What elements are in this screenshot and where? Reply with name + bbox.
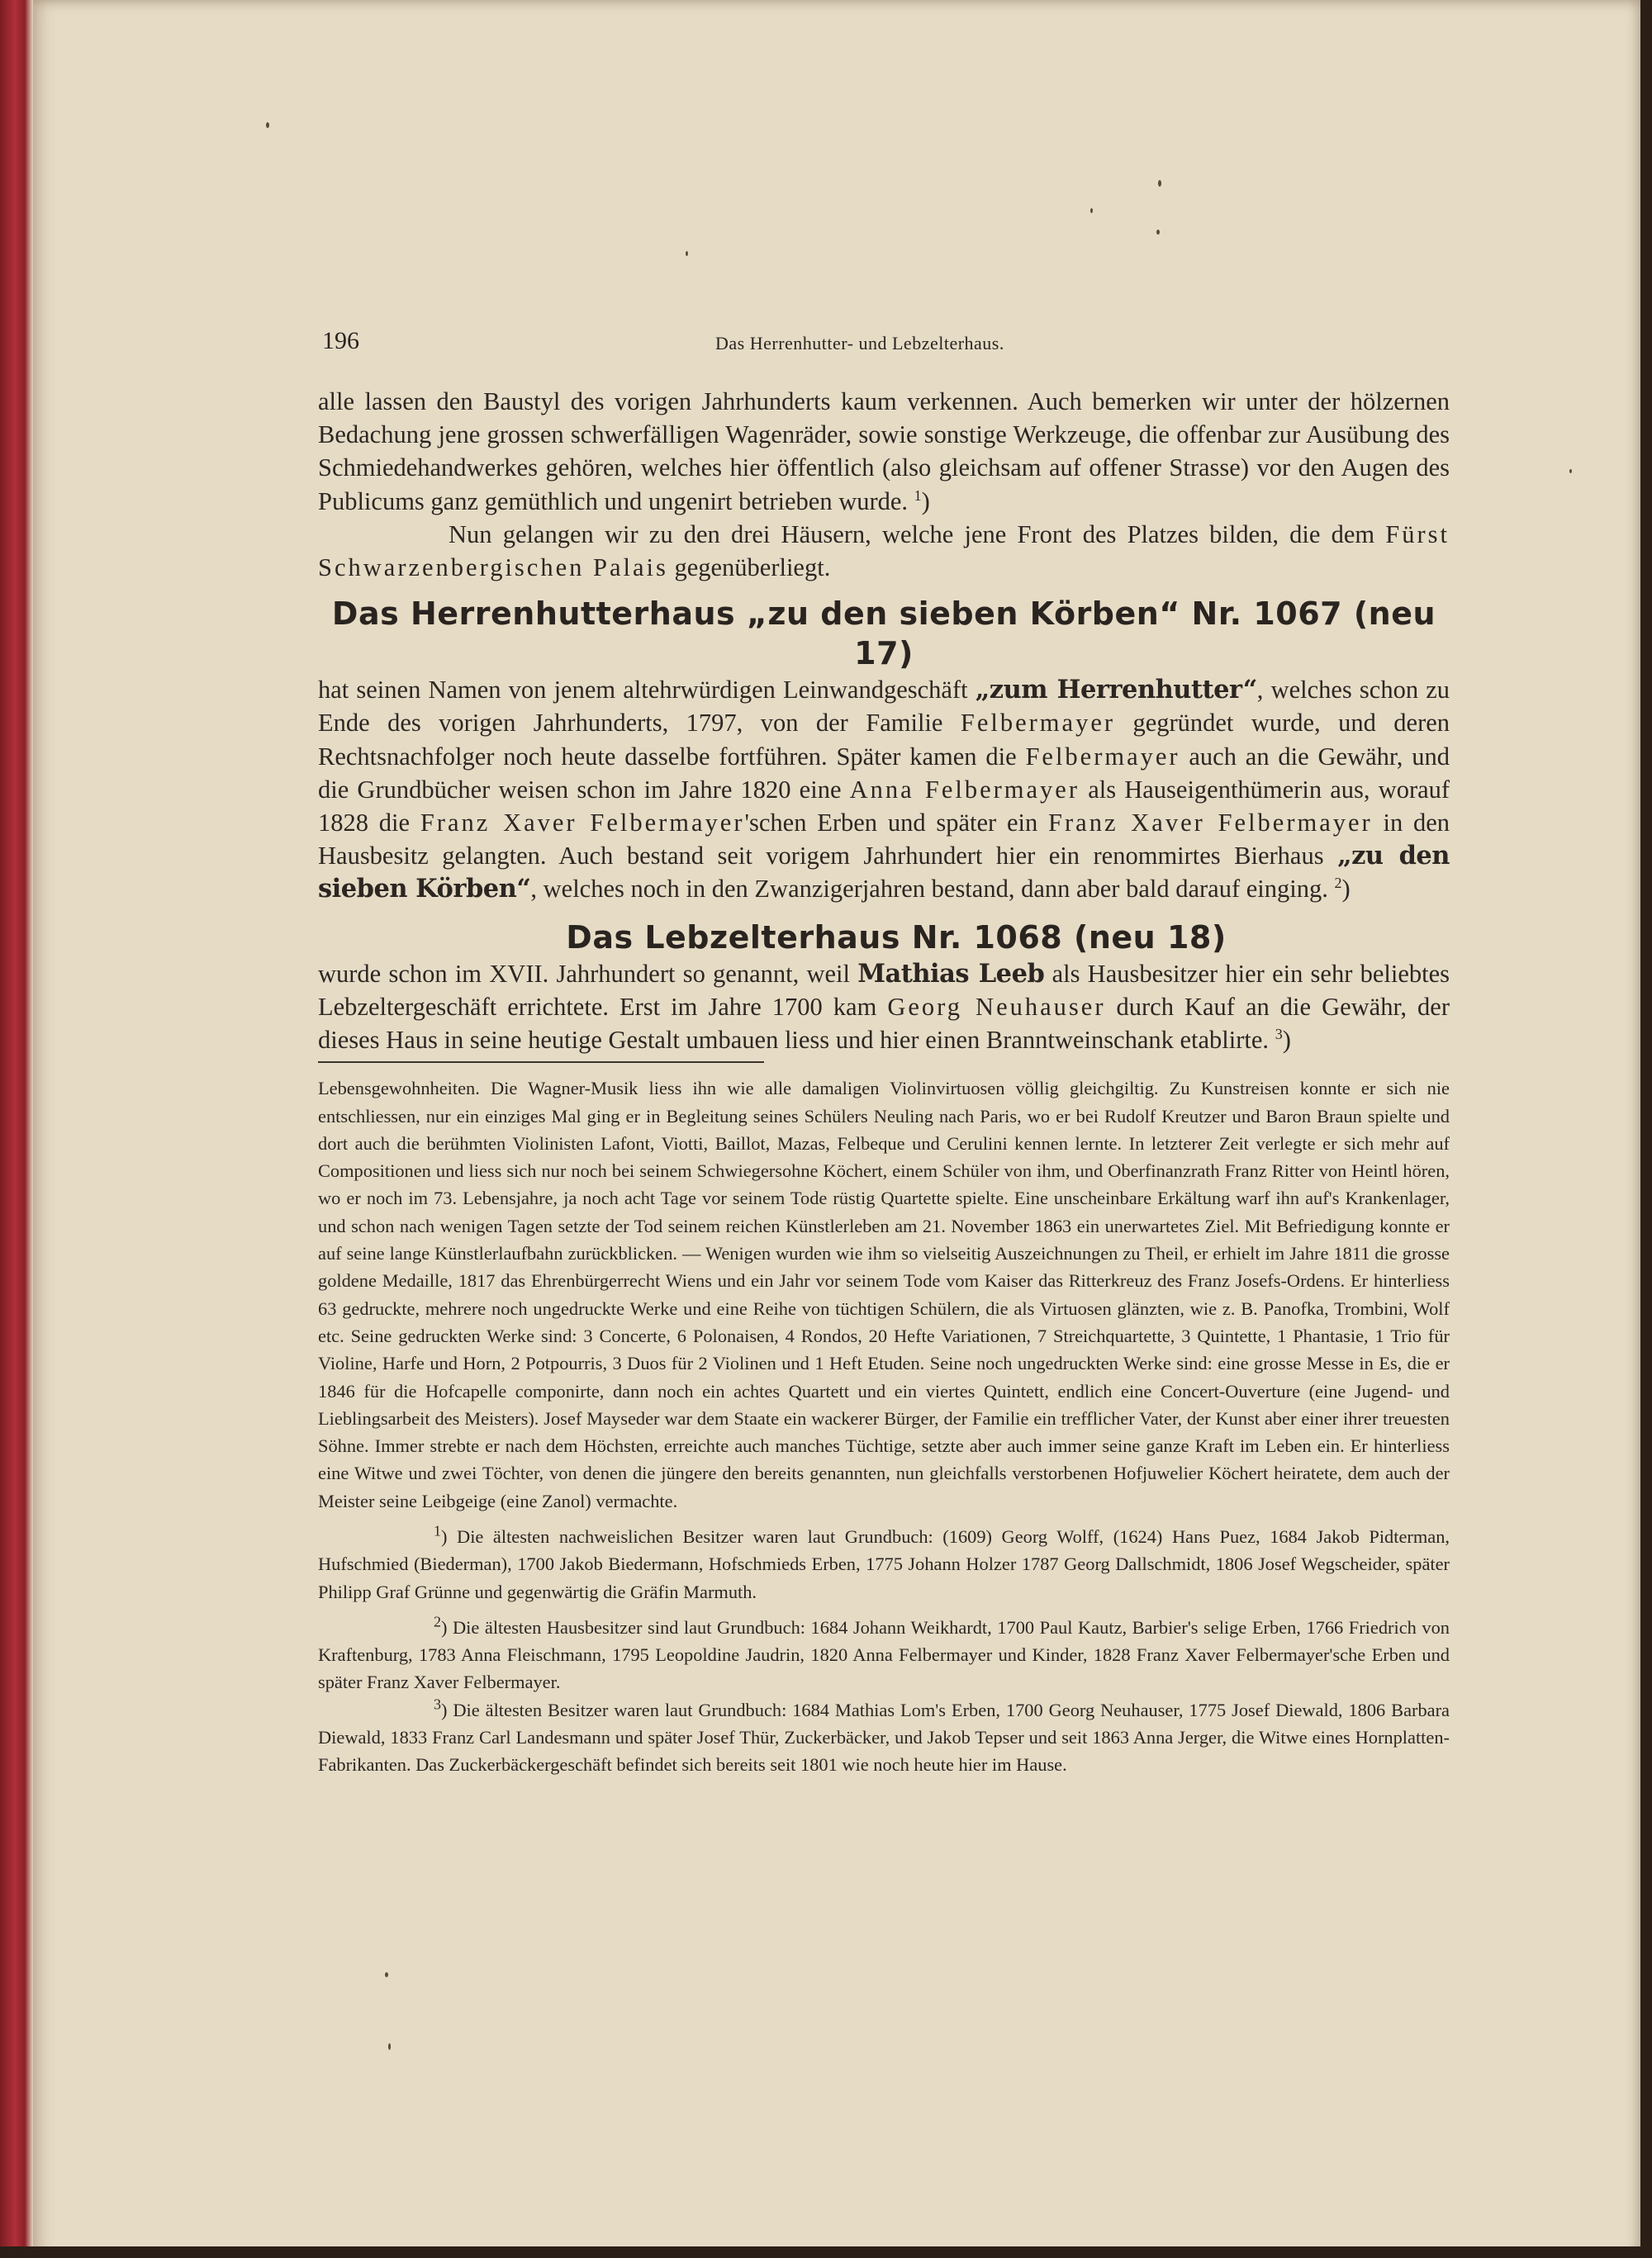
footnote-rule <box>318 1061 764 1063</box>
text-run: als Hausbesitzer hier ein sehr beliebtes Lebzeltergeschäft errichtete. Erst im Jahre 1700 kam <box>318 959 1450 1021</box>
text-run: auch an die Gewähr, und die Grundbücher weisen schon im Jahre 1820 eine <box>318 742 1450 804</box>
footnote-text: Die ältesten Besitzer waren laut Grundbuch: 1684 Mathias Lom's Erben, 1700 Georg Neuhauser, 1775 Josef Diewald, 1806 Barbara Diewald, 1833 Franz Carl Landesmann und später Josef Thür, Zuckerbäcker, und Jakob Tepser und seit 1863 Anna Jerger, die Witwe eines Hornplatten-Fabrikanten. Das Zuckerbäckergeschäft befindet sich bereits seit 1801 wie noch heute hier im Hause. <box>318 1699 1450 1776</box>
section-heading-lebzelterhaus: Das Lebzelterhaus Nr. 1068 (neu 18) <box>566 918 1227 956</box>
text-run: in den Hausbesitz gelangten. Auch bestand seit vorigem Jahrhundert hier ein renommirtes Bierhaus <box>318 809 1450 870</box>
footnote-continued: Lebensgewohnheiten. Die Wagner-Musik liess ihn wie alle damaligen Violinvirtuosen völlig gleichgiltig. Zu Kunstreisen konnte er sich nie entschliessen, nur ein einziges Mal ging er in Begleitung seines Schülers Neuling nach Paris, wo er bei Rudolf Kreutzer und Baron Braun spielte und dort auch die berühmten Violinisten Lafont, Viotti, Baillot, Mazas, Felbeque und Cerulini kennen lernte. In letzterer Zeit verlegte er sich mehr auf Compositionen und liess sich nur noch bei seinem Schwiegersohne Köchert, einem Schüler von ihm, und Oberfinanzrath Franz Ritter von Heintl hören, wo er noch im 73. Lebensjahre, ja noch acht Tage vor seinem Tode rüstig Quartette spielte. Eine unscheinbare Erkältung warf ihn auf's Krankenlager, und schon nach wenigen Tagen setzte der Tod seinem reichen Künstlerleben am 21. November 1863 ein unerwartetes Ziel. Mit Befriedigung konnte er auf seine lange Künstlerlaufbahn zurückblicken. — Wenigen wurden wie ihm so vielseitig Auszeichnungen zu Theil, er erhielt im Jahre 1811 die grosse goldene Medaille, 1817 das Ehrenbürgerrecht Wiens und ein Jahr vor seinem Tode vom Kaiser das Ritterkreuz des Franz Josefs-Ordens. Er hinterliess 63 gedruckte, mehrere noch ungedruckte Werke und eine Reihe von tüchtigen Schülern, die als Virtuosen glänzten, wie z. B. Panofka, Trombini, Wolf etc. Seine gedruckten Werke sind: 3 Concerte, 6 Polonaisen, 4 Rondos, 20 Hefte Variationen, 7 Streichquartette, 3 Quintette, 1 Phantasie, 1 Trio für Violine, Harfe und Horn, 2 Potpourris, 3 Duos für 2 Violinen und 1 Heft Etuden. Seine noch ungedruckten Werke sind: eine grosse Messe in Es, die er 1846 für die Hofcapelle componirte, dann noch ein achtes Quartett und ein viertes Quintett, endlich eine Concert-Ouverture (eine Jugend- und Lieblingsarbeit des Meisters). Josef Mayseder war dem Staate ein wackerer Bürger, der Familie ein trefflicher Vater, der Kunst aber einer ihrer treuesten Söhne. Immer strebte er nach dem Höchsten, erreichte auch manches Tüchtige, setzte aber auch immer seine ganze Kraft im Leben ein. Er hinterliess eine Witwe und zwei Töchter, von denen die jüngere den bereits genannten, nun gleichfalls verstorbenen Hofjuwelier Köchert heiratete, dem auch der Meister seine Leibgeige (eine Zanol) vermachte. <box>318 1078 1450 1511</box>
herrenhutterhaus-paragraph: hat seinen Namen von jenem altehrwürdigen Leinwandgeschäft „zum Herrenhutter“, welches schon zu Ende des vorigen Jahrhunderts, 1797, von der Familie Felbermayer gegründet wurde, und deren Rechtsnachfolger noch heute dasselbe fortführen. Später kamen die Felbermayer auch an die Gewähr, und die Grundbücher weisen schon im Jahre 1820 eine Anna Felbermayer als Hauseigenthümerin aus, worauf 1828 die Franz Xaver Felbermayer'schen Erben und später ein Franz Xaver Felbermayer in den Hausbesitz gelangten. Auch bestand seit vorigem Jahrhundert hier ein renommirtes Bierhaus „zu den sieben Körben“, welches noch in den Zwanzigerjahren bestand, dann aber bald darauf einging. $^2$) <box>318 675 1450 904</box>
person-name: Felbermayer <box>960 709 1116 738</box>
main-text <box>318 385 1450 1779</box>
footnote-text: Die ältesten Hausbesitzer sind laut Grundbuch: 1684 Johann Weikhardt, 1700 Paul Kautz, Barbier's selige Erben, 1766 Friedrich von Kraftenburg, 1783 Anna Fleischmann, 1795 Leopoldine Jaudrin, 1820 Anna Felbermayer und Kinder, 1828 Franz Xaver Felbermayer'sche Erben und später Franz Xaver Felbermayer. <box>318 1616 1450 1693</box>
palais-name: Fürst Schwarzenbergischen Palais <box>318 519 1450 582</box>
running-title: Das Herrenhutter- und Lebzelterhaus. <box>715 333 1004 353</box>
intro-paragraph: alle lassen den Baustyl des vorigen Jahrhunderts kaum verkennen. Auch bemerken wir unter der hölzernen Bedachung jene grossen schwerfälligen Wagenräder, sowie sonstige Werkzeuge, die offenbar zur Ausübung des Schmiedehandwerkes gehören, welches hier öffentlich (also gleichsam auf offener Strasse) vor den Augen des Publicums ganz gemüthlich und ungenirt betrieben wurde. $^1$) <box>318 387 1450 515</box>
footnote-ref: 1 <box>914 486 922 504</box>
paper-speck <box>1090 208 1093 213</box>
footnote-mark: 2 <box>434 1613 441 1630</box>
person-name-fraktur: Mathias Leeb <box>857 958 1045 989</box>
intro-text: alle lassen den Baustyl des vorigen Jahrhunderts kaum verkennen. Auch bemerken wir unter der hölzernen Bedachung jene grossen schwerfälligen Wagenräder, sowie sonstige Werkzeuge, die offenbar zur Ausübung des Schmiedehandwerkes gehören, welches hier öffentlich (also gleichsam auf offener Strasse) vor den Augen des Publicums ganz gemüthlich und ungenirt betrieben wurde. <box>318 387 1450 515</box>
person-name: Franz Xaver Felbermayer <box>1048 809 1373 837</box>
text-run: als Hauseigenthümerin aus, worauf 1828 die <box>318 775 1450 837</box>
paper-speck <box>266 122 269 128</box>
text-run: , welches schon zu Ende des vorigen Jahrhunderts, 1797, von der Familie <box>318 676 1450 738</box>
text-run: gegründet wurde, und deren Rechtsnachfolger noch heute dasselbe fortführen. Später kamen die <box>318 709 1450 771</box>
footnote-ref: 2 <box>1334 875 1342 892</box>
page-bottom-edge <box>0 2246 1652 2258</box>
transition-paragraph <box>318 518 1450 584</box>
footnote-text: Die ältesten nachweislichen Besitzer waren laut Grundbuch: (1609) Georg Wolff, (1624) Hans Puez, 1684 Jakob Pidterman, Hufschmied (Biederman), 1700 Jakob Biedermann, Hofschmieds Erben, 1775 Johann Holzer 1787 Georg Dallschmidt, 1806 Josef Wegscheider, später Philipp Graf Grünne und gegenwärtig die Gräfin Marmuth. <box>318 1526 1450 1602</box>
page-number: 196 <box>322 327 359 354</box>
footnote-ref: 3 <box>1275 1025 1283 1042</box>
paper-speck <box>1569 469 1572 473</box>
paper-speck <box>388 2043 391 2050</box>
footnote-mark: 3 <box>434 1696 441 1713</box>
page-header <box>322 327 1090 368</box>
footnotes <box>318 1074 1450 1778</box>
text-run: hat seinen Namen von jenem altehrwürdigen Leinwandgeschäft <box>318 676 968 704</box>
paper-speck <box>686 251 688 256</box>
page-right-edge <box>1640 0 1652 2258</box>
lebzelterhaus-paragraph: wurde schon im XVII. Jahrhundert so genannt, weil Mathias Leeb als Hausbesitzer hier ein sehr beliebtes Lebzeltergeschäft errichtete. Erst im Jahre 1700 kam Georg Neuhauser durch Kauf an die Gewähr, der dieses Haus in seine heutige Gestalt umbauen liess und hier einen Branntweinschank etablirte. $^3$) <box>318 958 1450 1055</box>
footnote-mark: 1 <box>434 1522 441 1539</box>
footnote-1: $^1$) Die ältesten nachweislichen Besitzer waren laut Grundbuch: (1609) Georg Wolff, (1624) Hans Puez, 1684 Jakob Pidterman, Hufschmied (Biederman), 1700 Jakob Biedermann, Hofschmieds Erben, 1775 Johann Holzer 1787 Georg Dallschmidt, 1806 Josef Wegscheider, später Philipp Graf Grünne und gegenwärtig die Gräfin Marmuth. <box>318 1522 1450 1602</box>
person-name: Georg Neuhauser <box>887 992 1106 1021</box>
paper-speck <box>385 1972 388 1977</box>
transition-text-end: gegenüberliegt. <box>674 553 831 582</box>
shop-name: „zum Herrenhutter“ <box>975 675 1257 705</box>
footnote-3: $^3$) Die ältesten Besitzer waren laut Grundbuch: 1684 Mathias Lom's Erben, 1700 Georg Neuhauser, 1775 Josef Diewald, 1806 Barbara Diewald, 1833 Franz Carl Landesmann und später Josef Thür, Zuckerbäcker, und Jakob Tepser und seit 1863 Anna Jerger, die Witwe eines Hornplatten-Fabrikanten. Das Zuckerbäckergeschäft befindet sich bereits seit 1801 wie noch heute hier im Hause. <box>318 1696 1450 1776</box>
text-run: , welches noch in den Zwanzigerjahren bestand, dann aber bald darauf einging. <box>530 875 1328 904</box>
person-name: Anna Felbermayer <box>849 775 1080 804</box>
person-name: Franz Xaver Felbermayer <box>420 809 745 837</box>
paper-speck <box>1156 230 1160 235</box>
book-spine-edge <box>0 0 33 2258</box>
text-run: wurde schon im XVII. Jahrhundert so genannt, weil <box>318 959 850 988</box>
section-heading-herrenhutterhaus: Das Herrenhutterhaus „zu den sieben Körben“ Nr. 1067 (neu 17) <box>331 595 1436 672</box>
inn-name: „zu den sieben Körben“ <box>318 841 1450 904</box>
text-run: durch Kauf an die Gewähr, der dieses Haus in seine heutige Gestalt umbauen liess und hier einen Branntweinschank etablirte. <box>318 992 1450 1055</box>
paper-speck <box>1158 180 1161 187</box>
transition-text: Nun gelangen wir zu den drei Häusern, welche jene Front des Platzes bilden, die dem <box>449 519 1375 548</box>
footnote-2: $^2$) Die ältesten Hausbesitzer sind laut Grundbuch: 1684 Johann Weikhardt, 1700 Paul Kautz, Barbier's selige Erben, 1766 Friedrich von Kraftenburg, 1783 Anna Fleischmann, 1795 Leopoldine Jaudrin, 1820 Anna Felbermayer und Kinder, 1828 Franz Xaver Felbermayer'sche Erben und später Franz Xaver Felbermayer. <box>318 1613 1450 1693</box>
text-run: 'schen Erben und später ein <box>744 809 1038 837</box>
person-name: Felbermayer <box>1025 742 1180 771</box>
